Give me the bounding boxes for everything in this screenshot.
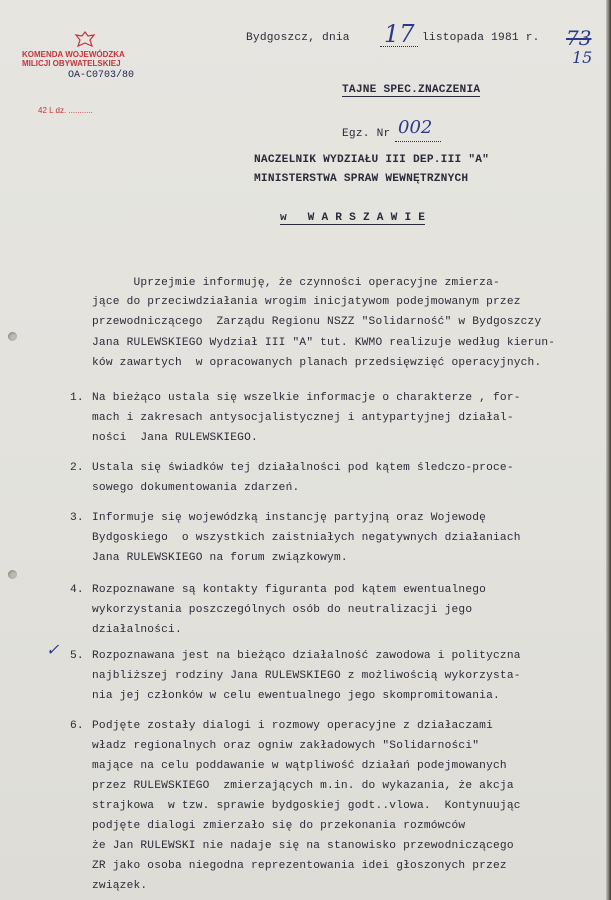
item-line: władz regionalnych oraz ogniw zakładowych "Solidarności" [92,740,480,752]
intro-line: jące do przeciwdziałania wrogim inicjatywom podejmowanym przez [92,296,521,308]
punch-hole-bottom [8,570,17,579]
place-date-prefix: Bydgoszcz, dnia [246,32,350,44]
item-line: podjęte dialogi zmierzało się do przekonania rozmówców [92,820,466,832]
item-number: 1. [70,392,84,404]
item-number: 3. [70,512,84,524]
copy-number-handwritten: 002 [398,117,433,138]
item-line: Podjęte zostały dialogi i rozmowy operacyjne z działaczami [92,720,493,732]
eagle-emblem-icon [74,30,96,50]
addressee-city: w W A R S Z A W I E [280,212,426,224]
item-number: 5. [70,650,84,662]
intro-line: przewodniczącego Zarządu Regionu NSZZ "Solidarność" w Bydgoszczy [92,316,542,328]
addressee-line-1: NACZELNIK WYDZIAŁU III DEP.III "A" [254,154,490,166]
item-line: działalności. [92,624,182,636]
addressee-line-2: MINISTERSTWA SPRAW WEWNĘTRZNYCH [254,173,469,185]
item-line: Na bieżąco ustala się wszelkie informacje o charakterze , for- [92,392,521,404]
item-line: wykorzystania poszczególnych osób do neutralizacji jego [92,604,473,616]
item-line: Bydgoskiego o wszystkich zaistniałych negatywnych działaniach [92,532,521,544]
day-underline [380,46,418,47]
item-line: mające na celu poddawanie w wątpliwość działań podejmowanych [92,760,507,772]
office-stamp [22,30,170,115]
stamp-line-2: MILICJI OBYWATELSKIEJ [22,59,121,68]
classification-label: TAJNE SPEC.ZNACZENIA [342,84,481,96]
stamp-line-3: 42 L dz. ........... [38,106,93,115]
intro-line: ków zawartych w opracowanych planach przedsięwzięć operacyjnych. [92,357,542,369]
place-date-suffix: listopada 1981 r. [422,32,540,44]
item-line: strajkowa w tzw. sprawie bydgoskiej godt..vlowa. Kontynuując [92,800,521,812]
intro-line: Uprzejmie informuję, że czynności operacyjne zmierza- [92,277,500,289]
item-line: Ustala się świadków tej działalności pod kątem śledczo-proce- [92,462,514,474]
item-line: Rozpoznawane są kontakty figuranta pod kątem ewentualnego [92,584,487,596]
intro-line: Jana RULEWSKIEGO Wydział III "A" tut. KWMO realizuje według kierun- [92,337,556,349]
item-line: sowego dokumentowania zdarzeń. [92,482,300,494]
item-number: 2. [70,462,84,474]
item-line: mach i zakresach antysocjalistycznej i antypartyjnej działal- [92,412,514,424]
stamp-line-1: KOMENDA WOJEWÓDZKA [22,50,125,59]
item-line: Rozpoznawana jest na bieżąco działalność zawodowa i polityczna [92,650,521,662]
item-line: związek. [92,880,148,892]
item-line: nia jej członków w celu ewentualnego jego skompromitowania. [92,690,500,702]
page-mark-bottom: 15 [572,48,593,67]
item-line: ności Jana RULEWSKIEGO. [92,432,258,444]
item-line: Jana RULEWSKIEGO na forum związkowym. [92,552,348,564]
handwritten-day: 17 [384,20,415,48]
item-line: ZR jako osoba niegodna reprezentowania idei głoszonych przez [92,860,507,872]
item-number: 4. [70,584,84,596]
copy-label: Egz. Nr [342,128,391,140]
item-line: Informuje się wojewódzką instancję partyjną oraz Wojewodę [92,512,487,524]
page-mark-top: 73 [566,26,592,50]
punch-hole-top [8,332,17,341]
check-mark-icon: ✓ [46,640,60,659]
copy-underline [395,141,441,142]
item-line: najbliższej rodziny Jana RULEWSKIEGO z możliwością wykorzysta- [92,670,521,682]
stamp-case-number: OA-C0703/80 [68,70,135,81]
item-line: przez RULEWSKIEGO zmierzających m.in. do wykazania, że akcja [92,780,514,792]
item-number: 6. [70,720,84,732]
item-line: że Jan RULEWSKI nie nadaje się na stanowisko przewodniczącego [92,840,514,852]
page-edge [606,0,611,900]
